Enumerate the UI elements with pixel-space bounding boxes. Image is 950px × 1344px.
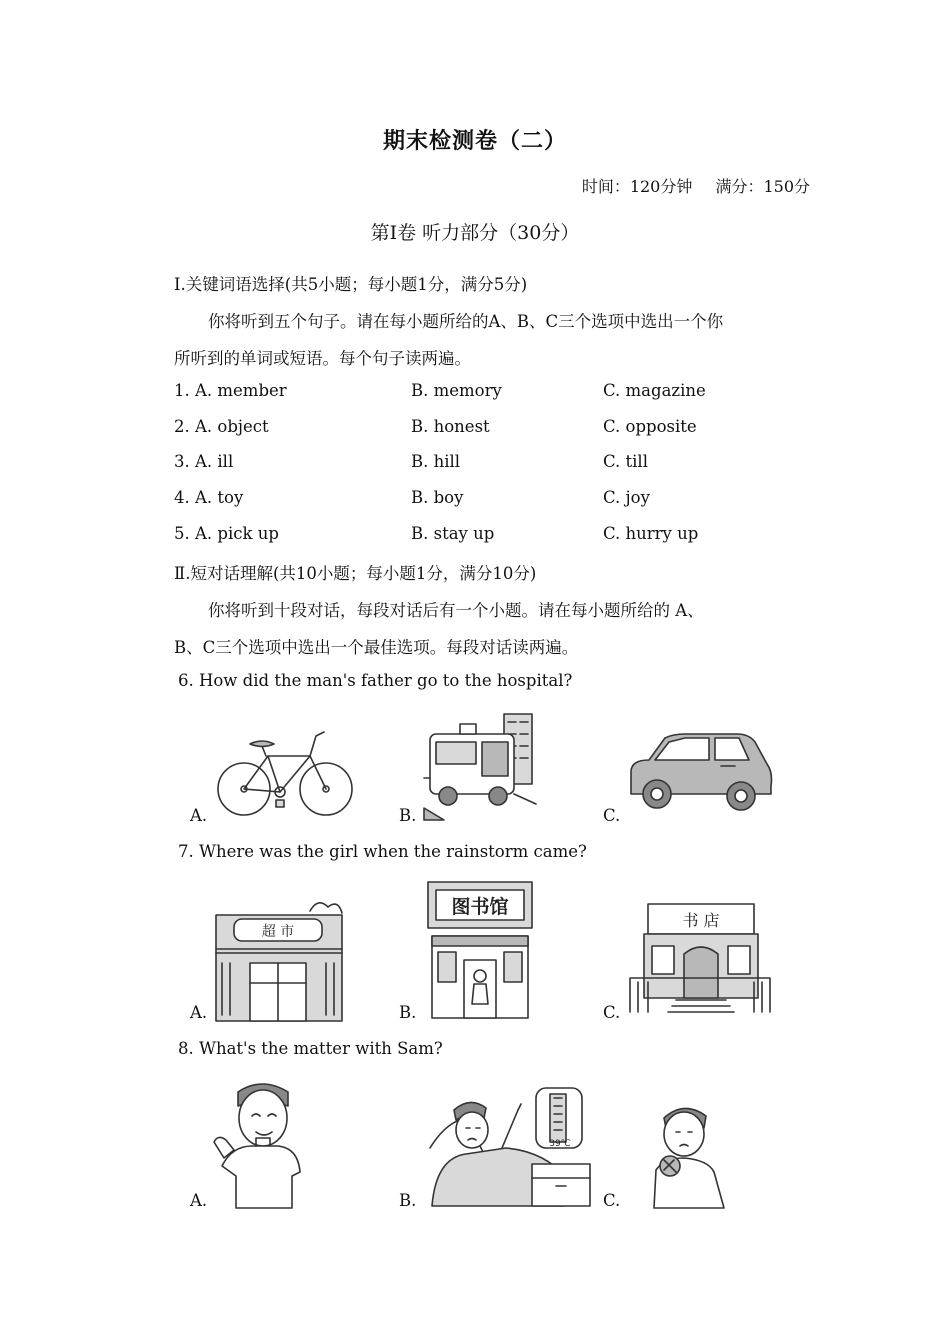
part1-instructions-2: 所听到的单词或短语。每个句子读两遍。 <box>174 349 471 368</box>
bicycle-picture <box>210 722 360 822</box>
q7-label-c: C. <box>603 1003 621 1022</box>
hurt-boy-picture <box>634 1100 734 1208</box>
bus-picture <box>424 708 536 820</box>
q1-option-b: B. memory <box>411 381 502 400</box>
q3-option-c: C. till <box>603 452 648 471</box>
part2-heading: Ⅱ.短对话理解(共10小题；每小题1分，满分10分) <box>174 564 537 583</box>
q6-label-a: A. <box>190 806 208 825</box>
q2-option-b: B. honest <box>411 417 490 436</box>
thermometer-reading: 39℃ <box>549 1139 571 1149</box>
q5-option-c: C. hurry up <box>603 524 699 543</box>
q5-option-a: 5. A. pick up <box>174 524 279 543</box>
part2-instructions-1: 你将听到十段对话，每段对话后有一个小题。请在每小题所给的 A、 <box>208 601 704 620</box>
q6-label-b: B. <box>399 806 417 825</box>
q3-option-a: 3. A. ill <box>174 452 234 471</box>
part1-instructions-1: 你将听到五个句子。请在每小题所给的A、B、C三个选项中选出一个你 <box>208 312 724 331</box>
part1-heading: Ⅰ.关键词语选择(共5小题；每小题1分，满分5分) <box>174 275 528 294</box>
car-picture <box>625 732 775 812</box>
part2-instructions-2: B、C三个选项中选出一个最佳选项。每段对话读两遍。 <box>174 638 579 657</box>
sore-throat-boy-picture <box>212 1080 308 1208</box>
exam-meta <box>564 174 810 197</box>
bookstore-sign: 书 店 <box>682 911 720 930</box>
fever-man-in-bed-picture <box>426 1088 592 1208</box>
q2-option-a: 2. A. object <box>174 417 269 436</box>
q4-option-a: 4. A. toy <box>174 488 244 507</box>
q3-option-b: B. hill <box>411 452 461 471</box>
q7-label-b: B. <box>399 1003 417 1022</box>
q2-option-c: C. opposite <box>603 417 697 436</box>
library-picture <box>424 880 536 1018</box>
supermarket-sign: 超 市 <box>261 924 295 940</box>
q8-label-b: B. <box>399 1191 417 1210</box>
supermarket-picture <box>214 893 344 1021</box>
q5-option-b: B. stay up <box>411 524 495 543</box>
q6-label-c: C. <box>603 806 621 825</box>
bookstore-picture <box>628 900 773 1020</box>
q6-text: 6. How did the man's father go to the hospital? <box>178 671 573 690</box>
q4-option-c: C. joy <box>603 488 650 507</box>
q8-label-a: A. <box>190 1191 208 1210</box>
q1-option-c: C. magazine <box>603 381 706 400</box>
q8-text: 8. What's the matter with Sam? <box>178 1039 443 1058</box>
exam-time: 时间：120分钟 <box>581 177 693 196</box>
q7-label-a: A. <box>190 1003 208 1022</box>
q8-label-c: C. <box>603 1191 621 1210</box>
exam-score: 满分：150分 <box>715 177 810 196</box>
page-title: 期末检测卷（二） <box>382 128 567 154</box>
q4-option-b: B. boy <box>411 488 464 507</box>
q7-text: 7. Where was the girl when the rainstorm came? <box>178 842 587 861</box>
library-sign: 图书馆 <box>451 896 509 918</box>
section-title: 第Ⅰ卷 听力部分（30分） <box>370 222 580 244</box>
q1-option-a: 1. A. member <box>174 381 287 400</box>
